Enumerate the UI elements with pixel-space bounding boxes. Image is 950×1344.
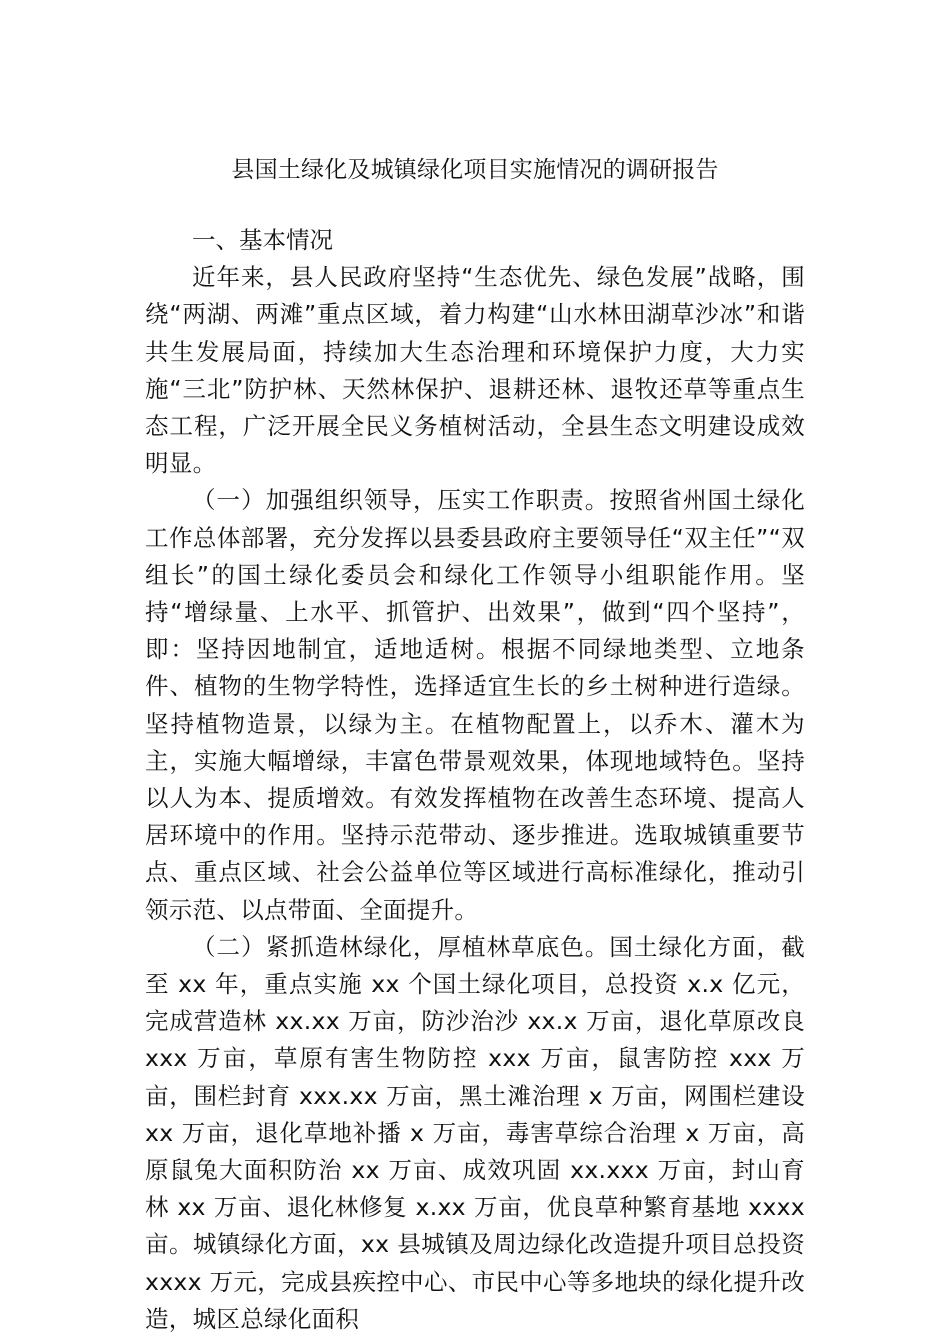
paragraph-organization-leadership: （一）加强组织领导，压实工作职责。按照省州国土绿化工作总体部署，充分发挥以县委县政府主要领导任“双主任”“双组长”的国土绿化委员会和绿化工作领导小组职能作用。坚持“增绿量、上水平、抓管护、出效果”，做到“四个坚持”，即：坚持因地制宜，适地适树。根据不同绿地类型、立地条件、植物的生物学特性，选择适宜生长的乡土树种进行造绿。坚持植物造景，以绿为主。在植物配置上，以乔木、灌木为主，实施大幅增绿，丰富色带景观效果，体现地域特色。坚持以人为本、提质增效。有效发挥植物在改善生态环境、提高人居环境中的作用。坚持示范带动、逐步推进。选取城镇重要节点、重点区域、社会公益单位等区域进行高标准绿化，推动引领示范、以点带面、全面提升。 — [145, 486, 805, 924]
document-title: 县国土绿化及城镇绿化项目实施情况的调研报告 — [231, 157, 719, 183]
section-heading-basic-situation: 一、基本情况 — [192, 226, 333, 254]
paragraph-overview: 近年来，县人民政府坚持“生态优先、绿色发展”战略，围绕“两湖、两滩”重点区域，着力构建“山水林田湖草沙冰”和谐共生发展局面，持续加大生态治理和环境保护力度，大力实施“三北”防护林、天然林保护、退耕还林、退牧还草等重点生态工程，广泛开展全民义务植树活动，全县生态文明建设成效明显。 — [145, 263, 805, 478]
paragraph-afforestation: （二）紧抓造林绿化，厚植林草底色。国土绿化方面，截至 xx 年，重点实施 xx 个国土绿化项目，总投资 x.x 亿元，完成营造林 xx.xx 万亩，防沙治沙 xx.x 万亩，退化草原改良 xxx 万亩，草原有害生物防控 xxx 万亩，鼠害防控 xxx 万亩，围栏封育 xxx.xx 万亩，黑土滩治理 x 万亩，网围栏建设 xx 万亩，退化草地补播 x 万亩，毒害草综合治理 x 万亩，高原鼠兔大面积防治 xx 万亩、成效巩固 xx.xxx 万亩，封山育林 xx 万亩、退化林修复 x.xx 万亩，优良草种繁育基地 xxxx 亩。城镇绿化方面，xx 县城镇及周边绿化改造提升项目总投资 xxxx 万元，完成县疾控中心、市民中心等多地块的绿化提升改造，城区总绿化面积 — [145, 932, 805, 1333]
document-body — [145, 222, 805, 1338]
